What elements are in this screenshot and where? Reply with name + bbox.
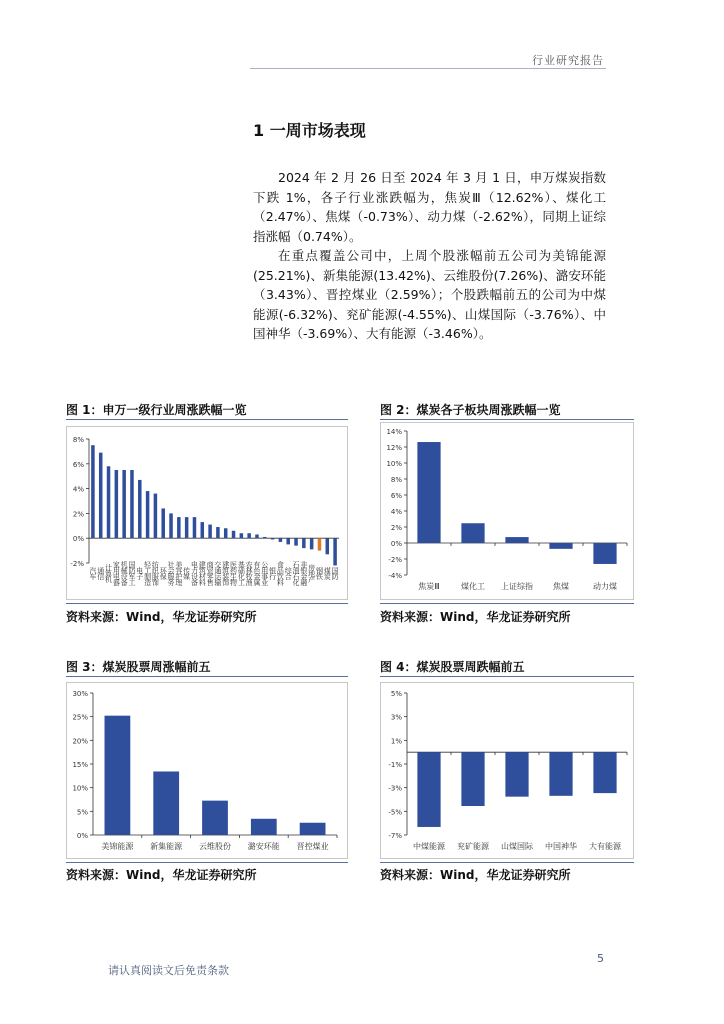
x-tick-label: 计算机 (104, 564, 113, 582)
y-tick-label: -3% (388, 784, 402, 793)
y-tick-label: 12% (386, 444, 402, 452)
figure-4-source: 资料来源：Wind，华龙证券研究所 (380, 868, 571, 882)
bar (138, 480, 142, 538)
bar (505, 537, 528, 543)
bar (255, 534, 259, 538)
figure-3-source: 资料来源：Wind，华龙证券研究所 (66, 868, 257, 882)
x-tick-label: 美容护理 (174, 561, 183, 585)
y-tick-label: 5% (76, 808, 88, 817)
y-tick-label: 0% (72, 535, 84, 544)
bar (286, 538, 290, 544)
figure-2-chart (380, 422, 634, 600)
bar (302, 538, 306, 548)
bar (232, 531, 236, 538)
bar (161, 508, 165, 538)
body-text (253, 168, 606, 344)
bar (107, 466, 111, 538)
y-tick-label: 10% (386, 460, 402, 468)
bar (99, 453, 103, 539)
page-number: 5 (597, 952, 604, 965)
x-tick-label: 公用事业 (260, 561, 269, 585)
footer-disclaimer: 请认真阅读文后免责条款 (108, 964, 229, 977)
y-tick-label: 14% (386, 428, 402, 436)
bar (593, 543, 616, 564)
x-tick-label: 医药生物 (229, 561, 238, 585)
x-tick-label: 传媒 (182, 567, 191, 579)
bar (294, 538, 298, 545)
figure-4-title: 图 4：煤炭股票周跌幅前五 (380, 660, 525, 674)
y-tick-label: 25% (72, 713, 88, 722)
x-tick-label: 新集能源 (150, 842, 183, 851)
y-tick-label: -2% (70, 560, 84, 568)
y-tick-label: -5% (388, 808, 402, 817)
bar (154, 494, 158, 539)
x-tick-label: 电子 (135, 567, 144, 579)
bar (153, 771, 179, 835)
x-tick-label: 中国神华 (545, 842, 577, 851)
x-tick-label: 商贸零售 (206, 561, 215, 585)
y-tick-label: 5% (390, 690, 402, 698)
x-tick-label: 农林牧渔 (245, 561, 254, 585)
x-tick-label: 石油石化 (292, 561, 301, 585)
bar (216, 527, 220, 538)
x-tick-label: 晋控煤业 (296, 842, 329, 851)
x-tick-label: 房地产 (307, 564, 316, 582)
header-rule (250, 68, 606, 69)
figure-3-title: 图 3：煤炭股票周涨幅前五 (66, 660, 211, 674)
y-tick-label: 8% (72, 436, 84, 444)
bar (549, 543, 572, 549)
figure-4-rule (380, 676, 634, 677)
y-tick-label: 6% (72, 460, 84, 469)
bar (318, 538, 322, 550)
y-tick-label: -2% (388, 556, 402, 564)
figure-1-title: 图 1：申万一级行业周涨跌幅一览 (66, 403, 247, 417)
x-tick-label: 建筑材料 (198, 561, 207, 585)
x-tick-label: 潞安环能 (247, 842, 280, 851)
y-tick-label: 30% (72, 690, 88, 698)
figure-3-svg (67, 683, 347, 858)
x-tick-label: 上证综指 (501, 582, 533, 591)
x-tick-label: 食品饮料 (276, 561, 285, 585)
y-tick-label: 20% (72, 737, 88, 746)
x-tick-label: 交通运输 (213, 561, 222, 585)
bar (263, 537, 267, 538)
bar (279, 538, 283, 542)
x-tick-label: 煤化工 (461, 582, 485, 591)
bar (251, 819, 277, 835)
body-paragraph-1: 2024 年 2 月 26 日至 2024 年 3 月 1 日，申万煤炭指数下跌 1%，各子行业涨跌幅为，焦炭Ⅲ（12.62%）、煤化工（2.47%）、焦煤（-0.73%）、动力煤（-2.62%），同期上证综指涨幅（0.74%）。 (253, 170, 606, 244)
figure-1-bottom-rule (66, 603, 348, 604)
figure-1-svg (67, 427, 347, 599)
y-tick-label: 8% (390, 476, 402, 484)
bar (146, 491, 150, 538)
bar (310, 538, 314, 549)
figure-2-title: 图 2：煤炭各子板块周涨跌幅一览 (380, 403, 561, 417)
y-tick-label: 3% (390, 713, 402, 722)
bar (271, 538, 275, 539)
y-tick-label: 4% (72, 485, 84, 494)
y-tick-label: 2% (72, 510, 84, 519)
x-tick-label: 兖矿能源 (457, 842, 489, 851)
bar (593, 752, 616, 793)
bar (185, 517, 189, 538)
x-tick-label: 建筑装饰 (221, 561, 230, 585)
bar (461, 752, 484, 806)
figure-4-chart (380, 682, 634, 859)
bar (224, 528, 228, 538)
y-tick-label: 1% (390, 737, 402, 746)
y-tick-label: -7% (388, 832, 402, 840)
x-tick-label: 钢铁 (315, 567, 324, 579)
bar (201, 522, 205, 538)
x-tick-label: 国防军工 (127, 561, 136, 585)
bar (417, 442, 440, 543)
bar (326, 538, 330, 554)
y-tick-label: 0% (76, 832, 88, 840)
x-tick-label: 中煤能源 (413, 842, 445, 851)
figure-3-chart (66, 682, 348, 859)
bar (208, 525, 212, 539)
figure-1-chart (66, 426, 348, 600)
header-label: 行业研究报告 (532, 54, 604, 67)
figure-2-svg (381, 423, 633, 599)
figure-3-bottom-rule (66, 862, 348, 863)
body-paragraph-2: 在重点覆盖公司中，上周个股涨幅前五公司为美锦能源(25.21%)、新集能源(13.42%)、云维股份(7.26%)、潞安环能（3.43%）、晋控煤业（2.59%）；个股跌幅前五的公司为中煤能源(-6.32%)、兖矿能源(-4.55%)、山煤国际（-3.76%）、中国神华（-3.69%）、大有能源（-3.46%）。 (253, 248, 606, 341)
bar (417, 752, 440, 827)
x-tick-label: 电力设备 (190, 561, 199, 585)
x-tick-label: 大有能源 (589, 842, 621, 851)
y-tick-label: -1% (388, 761, 402, 769)
figure-4-bottom-rule (380, 862, 634, 863)
x-tick-label: 非银金融 (299, 561, 308, 585)
bar (333, 538, 337, 565)
x-tick-label: 轻工制造 (143, 561, 152, 585)
figure-2-bottom-rule (380, 603, 634, 604)
figure-1-rule (66, 419, 348, 420)
x-tick-label: 家用电器 (112, 561, 121, 585)
figure-3-rule (66, 676, 348, 677)
x-tick-label: 环保 (159, 567, 168, 579)
bar (549, 752, 572, 796)
y-tick-label: -4% (388, 572, 402, 580)
figure-2-source: 资料来源：Wind，华龙证券研究所 (380, 610, 571, 624)
x-tick-label: 云维股份 (199, 842, 231, 851)
figure-2-rule (380, 419, 634, 420)
section-heading: 1 一周市场表现 (253, 121, 366, 140)
x-tick-label: 煤炭 (323, 567, 332, 579)
x-tick-label: 有色金属 (252, 561, 261, 585)
x-tick-label: 机械设备 (120, 561, 129, 585)
bar (115, 470, 119, 538)
bar (505, 752, 528, 796)
bar (105, 716, 131, 835)
x-tick-label: 汽车 (88, 567, 97, 579)
y-tick-label: 4% (390, 508, 402, 516)
y-tick-label: 2% (390, 524, 402, 532)
x-tick-label: 焦炭Ⅲ (418, 582, 440, 591)
x-tick-label: 基础化工 (237, 561, 246, 585)
x-tick-label: 国防 (331, 567, 340, 579)
x-tick-label: 山煤国际 (501, 842, 533, 851)
x-tick-label: 综合 (284, 567, 293, 579)
bar (193, 517, 197, 538)
bar (247, 533, 251, 538)
y-tick-label: 15% (72, 761, 88, 769)
x-tick-label: 社会服务 (167, 561, 176, 585)
x-tick-label: 焦煤 (553, 582, 569, 591)
bar (130, 470, 134, 538)
bar (240, 533, 244, 538)
figure-1-source: 资料来源：Wind，华龙证券研究所 (66, 610, 257, 624)
bar (300, 823, 326, 835)
bar (177, 517, 181, 538)
figure-4-svg (381, 683, 633, 858)
y-tick-label: 6% (390, 492, 402, 500)
bar (461, 523, 484, 543)
bar (202, 801, 228, 835)
x-tick-label: 纺织服饰 (151, 561, 160, 585)
x-tick-label: 通信 (96, 567, 105, 579)
bar (169, 513, 173, 538)
y-tick-label: 0% (390, 540, 402, 548)
x-tick-label: 动力煤 (593, 582, 617, 591)
y-tick-label: 10% (72, 784, 88, 793)
bar (122, 470, 126, 538)
x-tick-label: 银行 (268, 567, 277, 579)
x-tick-label: 美锦能源 (101, 842, 134, 851)
bar (91, 445, 95, 538)
